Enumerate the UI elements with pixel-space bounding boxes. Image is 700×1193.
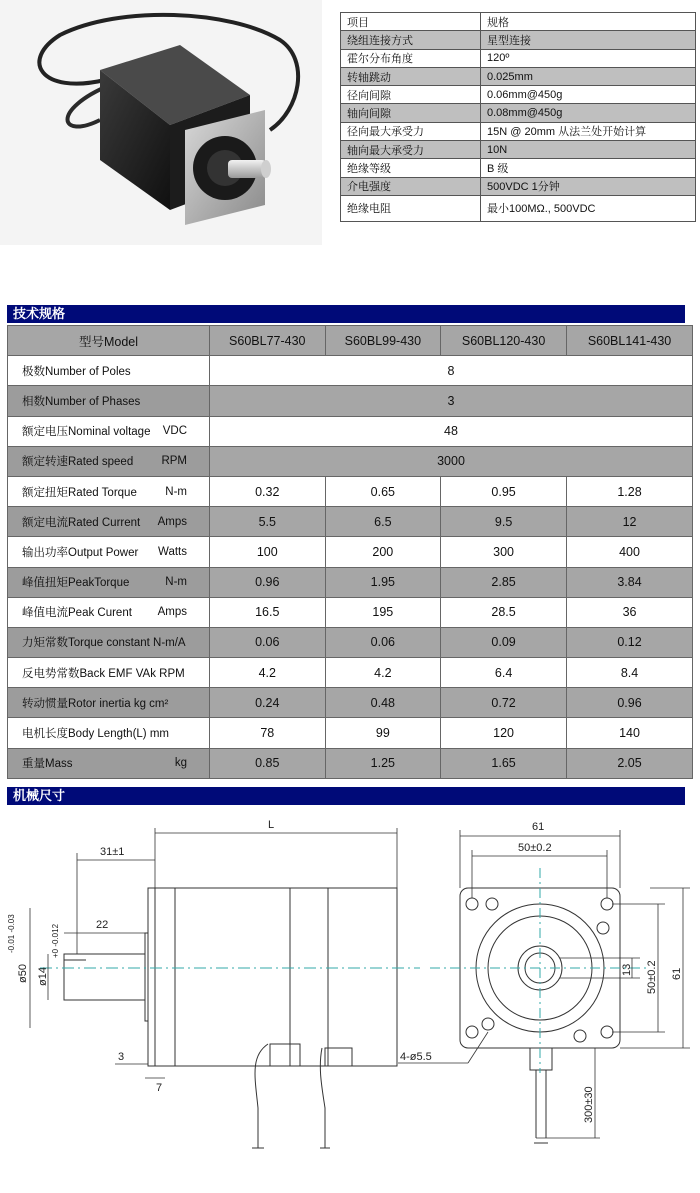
table-cell: 400 [567, 537, 693, 567]
spec-label: 霍尔分布角度 [341, 49, 481, 67]
row-label-cell [8, 718, 210, 748]
table-row [8, 386, 693, 416]
dim-holes-label: 4-ø5.5 [400, 1051, 432, 1063]
row-label-cell [8, 416, 210, 446]
table-cell: 0.24 [210, 688, 326, 718]
motor-photo [0, 0, 322, 245]
dim-flange-thickness-label: 3 [118, 1051, 125, 1063]
table-cell: 4.2 [210, 658, 326, 688]
row-label-cell [8, 386, 210, 416]
table-row [8, 356, 693, 386]
dim-shaft-dia-label: ø14 [37, 967, 49, 986]
spec-row [341, 67, 696, 85]
model-header: S60BL141-430 [567, 326, 693, 356]
table-row [8, 416, 693, 446]
row-label: 峰值扭矩PeakTorque [22, 577, 130, 590]
spec-row [341, 86, 696, 104]
merged-value: 8 [210, 356, 693, 386]
row-label: 额定扭矩Rated Torque [22, 486, 137, 499]
dim-bolt-pitch-v-label: 50±0.2 [646, 960, 658, 994]
row-label-cell [8, 688, 210, 718]
table-cell: 6.5 [325, 507, 441, 537]
table-cell: 300 [441, 537, 567, 567]
spec-row [341, 195, 696, 221]
spec-label: 轴向间隙 [341, 104, 481, 122]
tech-spec-table [7, 325, 693, 779]
table-cell: 0.95 [441, 476, 567, 506]
model-header: S60BL99-430 [325, 326, 441, 356]
table-cell: 4.2 [325, 658, 441, 688]
table-row [8, 537, 693, 567]
row-label: 峰值电流Peak Curent [22, 607, 132, 620]
table-cell: 9.5 [441, 507, 567, 537]
section-title-mech: 机械尺寸 [7, 787, 685, 805]
dim-front-height-label: 61 [671, 967, 683, 980]
table-cell: 6.4 [441, 658, 567, 688]
table-cell: 0.32 [210, 476, 326, 506]
table-row [8, 567, 693, 597]
row-unit: kg [174, 757, 187, 770]
table-cell: 5.5 [210, 507, 326, 537]
row-label: 转动惯量Rotor inertia kg cm² [22, 697, 169, 710]
mechanical-drawing [0, 808, 700, 1193]
spec-label: 转轴跳动 [341, 67, 481, 85]
spec-row [341, 49, 696, 67]
spec-value: 星型连接 [481, 31, 696, 49]
table-cell: 195 [325, 597, 441, 627]
table-cell: 0.06 [325, 627, 441, 657]
table-cell: 1.28 [567, 476, 693, 506]
row-label: 反电势常数Back EMF VAk RPM [22, 667, 185, 680]
spec-label: 绝缘等级 [341, 159, 481, 177]
dim-flat-label: 13 [621, 963, 633, 976]
row-label-cell [8, 597, 210, 627]
table-cell: 0.06 [210, 627, 326, 657]
table-row [8, 507, 693, 537]
spec-label: 项目 [341, 13, 481, 31]
table-cell: 0.65 [325, 476, 441, 506]
table-row [8, 658, 693, 688]
dim-cable-length-label: 300±30 [583, 1086, 595, 1123]
row-label-cell [8, 476, 210, 506]
table-cell: 99 [325, 718, 441, 748]
spec-row [341, 159, 696, 177]
row-label: 额定电压Nominal voltage [22, 426, 151, 439]
spec-value: 120º [481, 49, 696, 67]
row-label: 相数Number of Phases [22, 395, 141, 408]
table-cell: 3.84 [567, 567, 693, 597]
table-cell: 16.5 [210, 597, 326, 627]
row-label-cell [8, 446, 210, 476]
dim-key-length-label: 22 [96, 919, 109, 931]
model-header: S60BL77-430 [210, 326, 326, 356]
model-header: S60BL120-430 [441, 326, 567, 356]
table-cell: 12 [567, 507, 693, 537]
table-cell: 100 [210, 537, 326, 567]
table-row [8, 476, 693, 506]
spec-row [341, 122, 696, 140]
row-label: 重量Mass [22, 758, 73, 771]
row-unit: N-m [165, 485, 187, 498]
table-cell: 1.25 [325, 748, 441, 778]
dim-flange-width-label: 7 [156, 1082, 163, 1094]
table-row [8, 688, 693, 718]
dim-pilot-tol-label: -0.01 -0.03 [7, 914, 16, 953]
row-label-cell [8, 627, 210, 657]
spec-value: 0.06mm@450g [481, 86, 696, 104]
spec-value: 规格 [481, 13, 696, 31]
spec-row [341, 13, 696, 31]
row-unit: N-m [165, 576, 187, 589]
dim-shaft-length-label: 31±1 [100, 846, 125, 858]
table-cell: 8.4 [567, 658, 693, 688]
spec-row [341, 177, 696, 195]
table-cell: 140 [567, 718, 693, 748]
dim-bolt-pitch-h-label: 50±0.2 [518, 842, 552, 854]
table-cell: 1.95 [325, 567, 441, 597]
spec-label: 径向最大承受力 [341, 122, 481, 140]
merged-value: 3000 [210, 446, 693, 476]
table-row [8, 718, 693, 748]
table-row [8, 446, 693, 476]
spec-value: 10N [481, 141, 696, 159]
row-label-cell [8, 356, 210, 386]
table-cell: 0.85 [210, 748, 326, 778]
row-unit: Amps [157, 515, 187, 528]
row-label-cell [8, 748, 210, 778]
table-row [8, 627, 693, 657]
spec-label: 轴向最大承受力 [341, 141, 481, 159]
row-label: 力矩常数Torque constant N-m/A [22, 637, 186, 650]
dim-front-width-label: 61 [532, 821, 545, 833]
row-label: 输出功率Output Power [22, 546, 139, 559]
spec-row [341, 141, 696, 159]
spec-table [340, 12, 696, 222]
table-row [8, 748, 693, 778]
spec-row [341, 104, 696, 122]
section-title-tech: 技术规格 [7, 305, 685, 323]
row-label: 额定电流Rated Current [22, 516, 141, 529]
table-header-row [8, 326, 693, 356]
table-cell: 28.5 [441, 597, 567, 627]
table-cell: 0.96 [567, 688, 693, 718]
spec-row [341, 31, 696, 49]
row-label: 电机长度Body Length(L) mm [22, 728, 169, 741]
row-label-cell [8, 658, 210, 688]
spec-label: 径向间隙 [341, 86, 481, 104]
row-unit: RPM [161, 455, 187, 468]
table-cell: 78 [210, 718, 326, 748]
table-cell: 0.48 [325, 688, 441, 718]
spec-value: 最小100MΩ., 500VDC [481, 195, 696, 221]
spec-label: 介电强度 [341, 177, 481, 195]
spec-value: 500VDC 1分钟 [481, 177, 696, 195]
dim-length-label: L [268, 819, 275, 831]
table-cell: 2.85 [441, 567, 567, 597]
table-cell: 120 [441, 718, 567, 748]
table-cell: 0.12 [567, 627, 693, 657]
row-label-cell [8, 507, 210, 537]
spec-value: B 级 [481, 159, 696, 177]
model-header-label: 型号Model [8, 326, 210, 356]
table-cell: 0.72 [441, 688, 567, 718]
row-label: 极数Number of Poles [22, 365, 131, 378]
spec-value: 15N @ 20mm 从法兰处开始计算 [481, 122, 696, 140]
spec-value: 0.025mm [481, 67, 696, 85]
row-label-cell [8, 567, 210, 597]
spec-label: 绕组连接方式 [341, 31, 481, 49]
dim-pilot-dia-label: ø50 [17, 964, 29, 983]
row-unit: VDC [162, 425, 187, 438]
table-cell: 200 [325, 537, 441, 567]
table-cell: 1.65 [441, 748, 567, 778]
dim-shaft-tol-label: +0 -0.012 [51, 923, 60, 958]
merged-value: 3 [210, 386, 693, 416]
spec-value: 0.08mm@450g [481, 104, 696, 122]
table-cell: 2.05 [567, 748, 693, 778]
table-cell: 36 [567, 597, 693, 627]
table-cell: 0.96 [210, 567, 326, 597]
table-cell: 0.09 [441, 627, 567, 657]
merged-value: 48 [210, 416, 693, 446]
spec-label: 绝缘电阻 [341, 195, 481, 221]
row-unit: Watts [158, 545, 187, 558]
row-label: 额定转速Rated speed [22, 456, 134, 469]
row-unit: Amps [157, 606, 187, 619]
row-label-cell [8, 537, 210, 567]
table-row [8, 597, 693, 627]
